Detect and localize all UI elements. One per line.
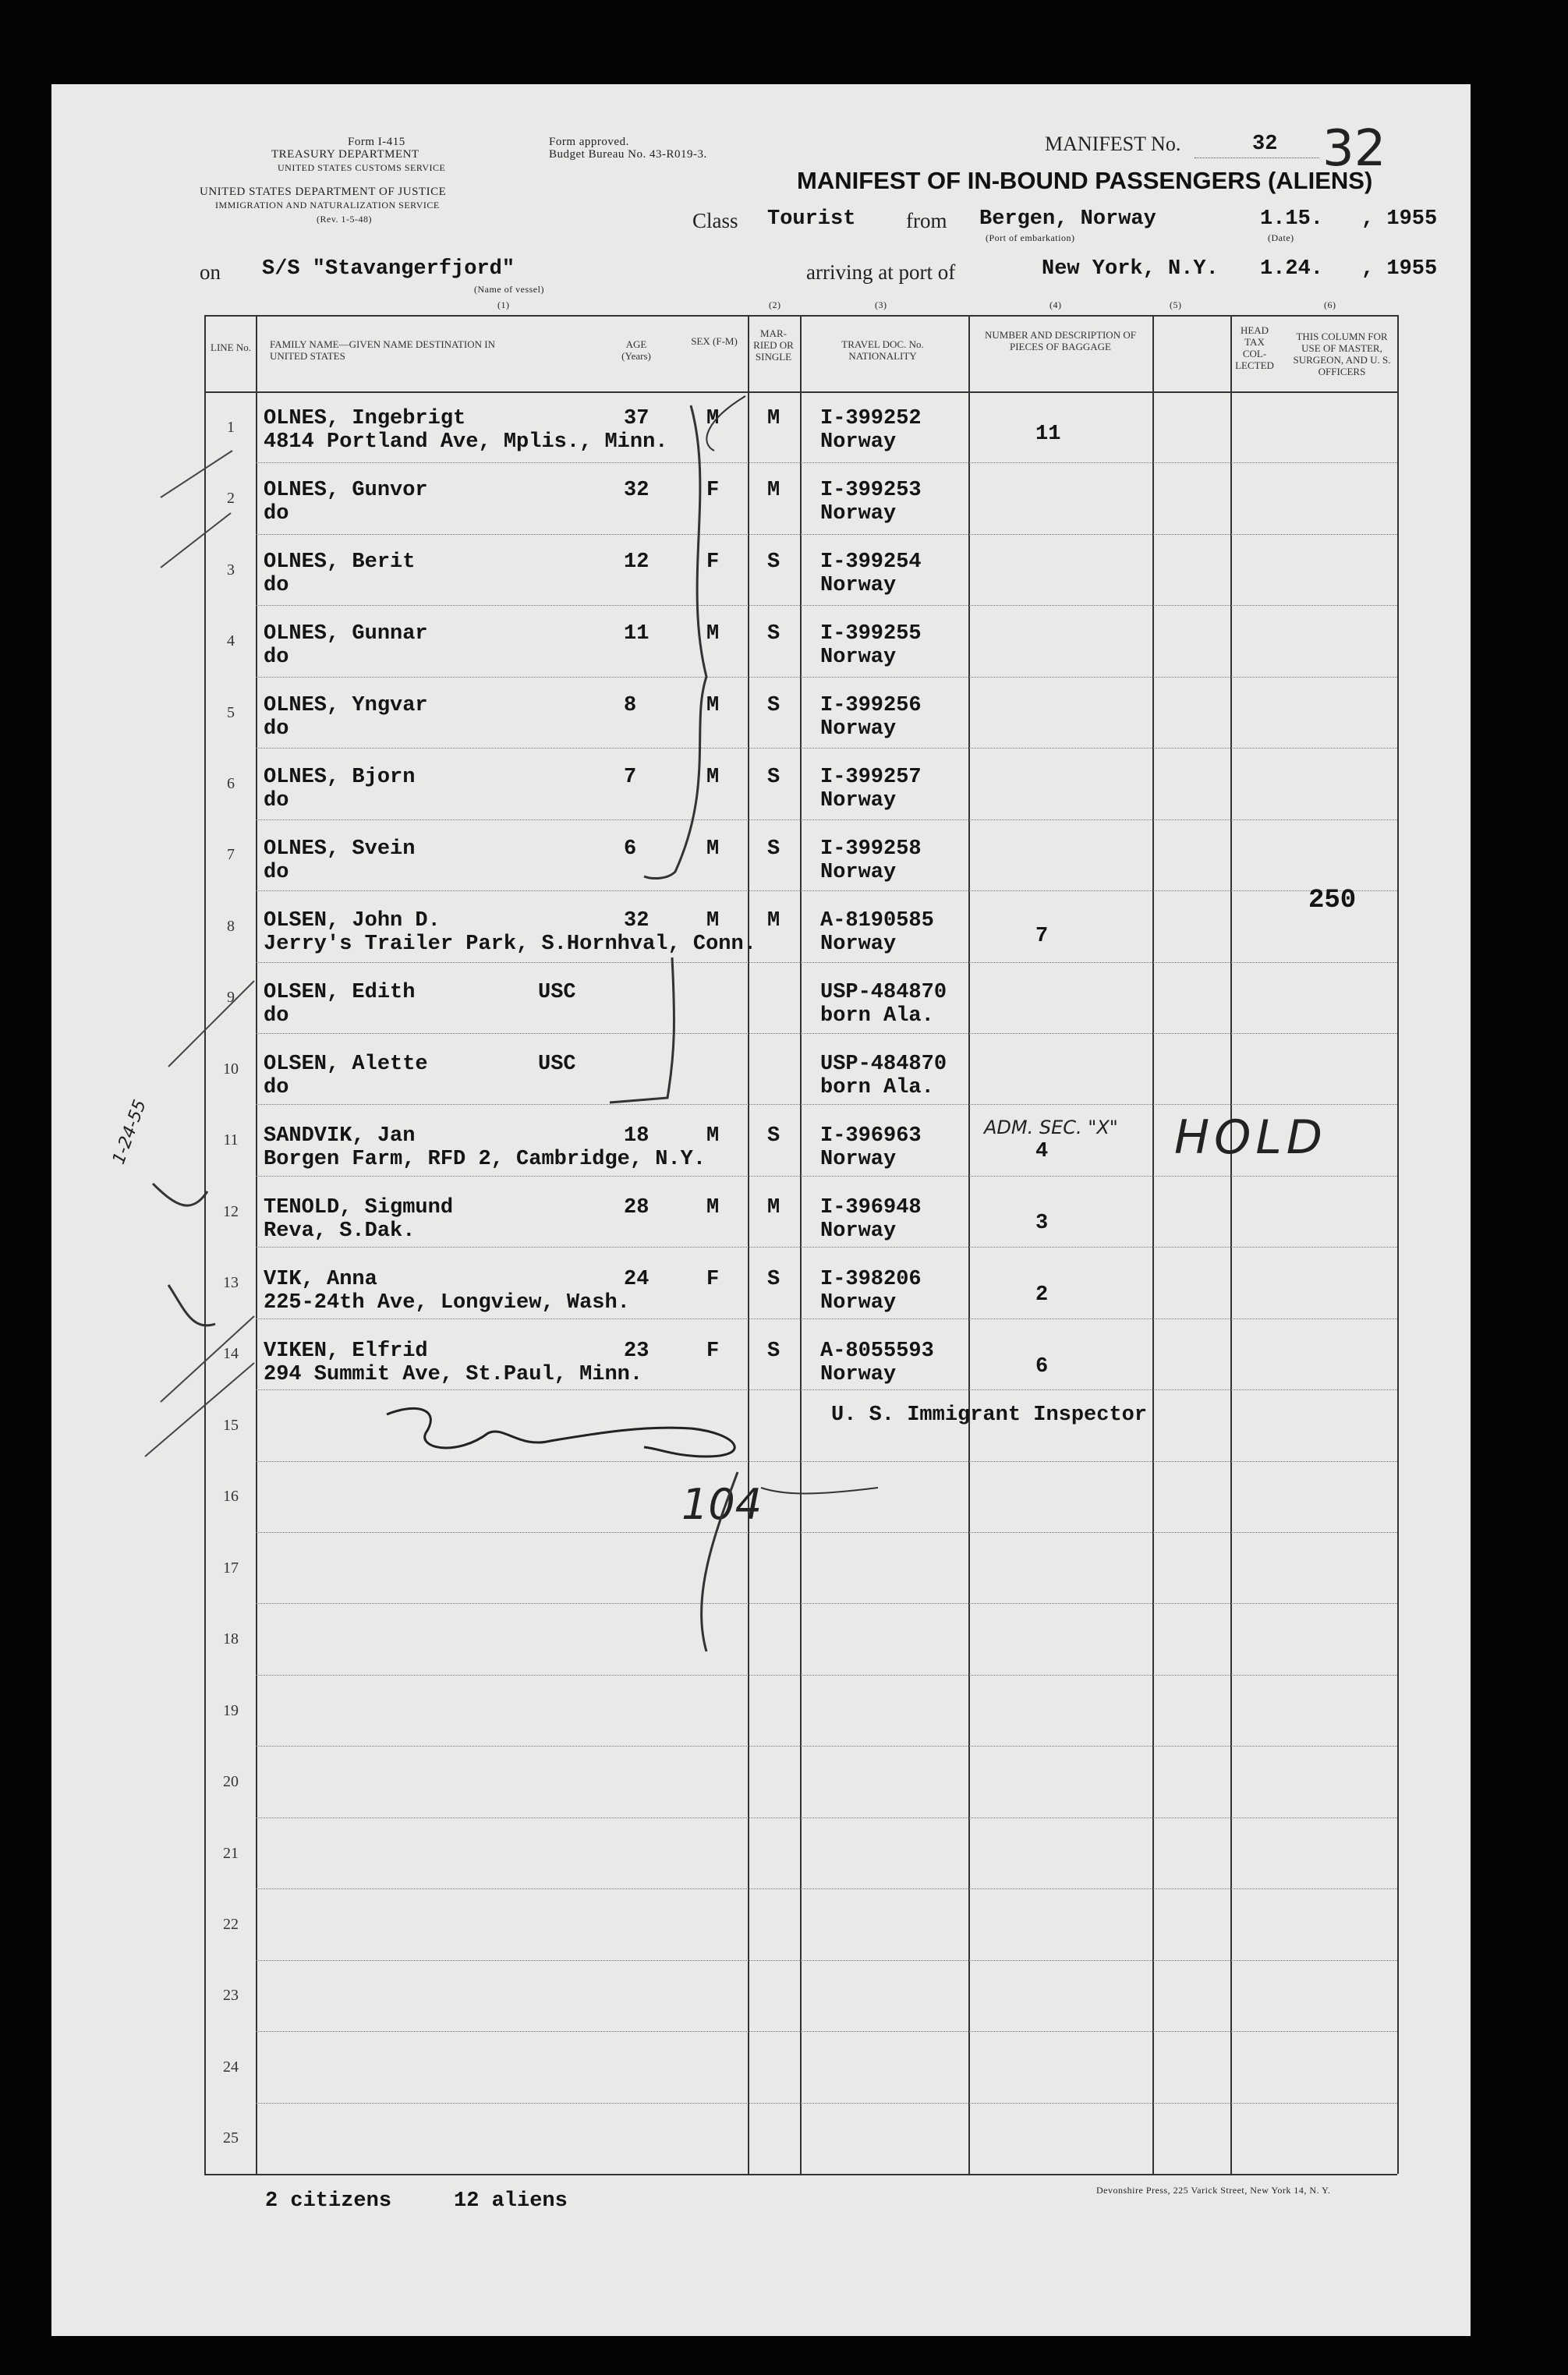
passenger-destination: do <box>264 1004 289 1028</box>
line-number: 16 <box>223 1488 239 1506</box>
passenger-destination: do <box>264 646 289 669</box>
passenger-name: VIKEN, Elfrid <box>264 1340 428 1363</box>
treasury-dept: TREASURY DEPARTMENT <box>271 148 419 161</box>
line-number: 2 <box>227 490 235 508</box>
travel-doc-number: A-8190585 <box>820 909 934 933</box>
on-label: on <box>200 260 221 284</box>
passenger-sex: M <box>706 837 720 861</box>
passenger-age: 28 <box>624 1196 649 1219</box>
marital-status: S <box>767 694 780 717</box>
line-number: 17 <box>223 1559 239 1577</box>
date-caption: (Date) <box>1268 232 1294 243</box>
line-number: 11 <box>223 1131 239 1149</box>
passenger-age: 7 <box>624 766 637 789</box>
hold-stamp: HOLD <box>1174 1110 1327 1165</box>
col-num-5: (5) <box>1170 299 1182 310</box>
marital-status: M <box>767 407 780 430</box>
nationality: Norway <box>820 574 897 597</box>
col-num-4: (4) <box>1049 299 1062 310</box>
passenger-destination: do <box>264 574 289 597</box>
travel-doc-number: USP-484870 <box>820 981 947 1004</box>
printer-credit: Devonshire Press, 225 Varick Street, New York 14, N. Y. <box>1096 2185 1331 2196</box>
passenger-sex: F <box>706 479 720 502</box>
col-num-2: (2) <box>769 299 781 310</box>
passenger-age: 12 <box>624 550 649 574</box>
passenger-age: 37 <box>624 407 649 430</box>
travel-doc-number: USP-484870 <box>820 1053 947 1076</box>
travel-doc-number: I-399258 <box>820 837 922 861</box>
class-label: Class <box>692 209 738 232</box>
ins-service: IMMIGRATION AND NATURALIZATION SERVICE <box>215 200 440 211</box>
baggage-count: 4 <box>1035 1140 1049 1163</box>
nationality: Norway <box>820 717 897 741</box>
nationality: Norway <box>820 1219 897 1243</box>
passenger-name: TENOLD, Sigmund <box>264 1196 454 1219</box>
passenger-name: OLNES, Bjorn <box>264 766 416 789</box>
line-number: 12 <box>223 1202 239 1220</box>
marital-status: M <box>767 909 780 933</box>
line-number: 9 <box>227 989 235 1007</box>
baggage-count: 2 <box>1035 1283 1049 1307</box>
citizen-flag: USC <box>538 1053 576 1076</box>
head-tax-fee: 250 <box>1308 886 1357 915</box>
nationality: Norway <box>820 430 897 454</box>
passenger-sex: M <box>706 694 720 717</box>
nationality: Norway <box>820 933 897 956</box>
form-number: Form I-415 <box>348 136 405 148</box>
line-number: 18 <box>223 1630 239 1648</box>
header-travel-doc: TRAVEL DOC. No. NATIONALITY <box>841 338 924 362</box>
passenger-sex: M <box>706 766 720 789</box>
passenger-age: 18 <box>624 1124 649 1148</box>
line-number: 23 <box>223 1987 239 2005</box>
passenger-destination: 225-24th Ave, Longview, Wash. <box>264 1291 630 1315</box>
manifest-title: MANIFEST OF IN-BOUND PASSENGERS (ALIENS) <box>797 167 1373 194</box>
passenger-name: VIK, Anna <box>264 1268 377 1291</box>
passenger-age: 8 <box>624 694 637 717</box>
passenger-name: SANDVIK, Jan <box>264 1124 416 1148</box>
tally-mark: 104 <box>681 1480 763 1529</box>
manifest-number-handwritten: 32 <box>1322 120 1386 178</box>
header-name: FAMILY NAME—GIVEN NAME DESTINATION IN UNITED STATES <box>270 338 496 362</box>
justice-dept: UNITED STATES DEPARTMENT OF JUSTICE <box>200 186 447 198</box>
depart-year: , 1955 <box>1361 207 1438 231</box>
line-number: 4 <box>227 632 235 650</box>
line-number: 8 <box>227 917 235 935</box>
line-number: 3 <box>227 561 235 579</box>
nationality: Norway <box>820 789 897 812</box>
passenger-sex: M <box>706 1196 720 1219</box>
col-num-3: (3) <box>875 299 887 310</box>
passenger-age: 24 <box>624 1268 649 1291</box>
manifest-number: 32 <box>1252 133 1278 156</box>
manifest-page <box>51 84 1471 2336</box>
passenger-destination: Jerry's Trailer Park, S.Hornhval, Conn. <box>264 933 756 956</box>
manifest-label: MANIFEST No. <box>1045 133 1181 155</box>
passenger-name: OLSEN, Edith <box>264 981 416 1004</box>
nationality: Norway <box>820 861 897 884</box>
passenger-age: 32 <box>624 479 649 502</box>
header-married: MAR-RIED OR SINGLE <box>753 327 794 363</box>
passenger-sex: M <box>706 407 720 430</box>
passenger-name: OLSEN, John D. <box>264 909 441 933</box>
budget-bureau: Budget Bureau No. 43-R019-3. <box>549 148 707 161</box>
passenger-name: OLNES, Gunnar <box>264 622 428 646</box>
line-number: 25 <box>223 2129 239 2147</box>
travel-doc-number: I-399257 <box>820 766 922 789</box>
col-num-1: (1) <box>497 299 510 310</box>
vessel-name: S/S "Stavangerfjord" <box>262 257 515 281</box>
passenger-destination: 4814 Portland Ave, Mplis., Minn. <box>264 430 668 454</box>
baggage-count: 7 <box>1035 925 1049 948</box>
passenger-age: 23 <box>624 1340 649 1363</box>
header-age: AGE (Years) <box>621 338 651 362</box>
travel-doc-number: I-399254 <box>820 550 922 574</box>
from-value: Bergen, Norway <box>979 207 1156 231</box>
arrival-port: New York, N.Y. <box>1042 257 1219 281</box>
line-number: 5 <box>227 703 235 721</box>
passenger-sex: F <box>706 1340 720 1363</box>
travel-doc-number: I-399252 <box>820 407 922 430</box>
passenger-age: 11 <box>624 622 649 646</box>
passenger-name: OLSEN, Alette <box>264 1053 428 1076</box>
baggage-count: 11 <box>1035 423 1061 446</box>
customs-service: UNITED STATES CUSTOMS SERVICE <box>278 162 446 173</box>
marital-status: S <box>767 837 780 861</box>
line-number: 7 <box>227 846 235 864</box>
nationality: Norway <box>820 646 897 669</box>
line-number: 14 <box>223 1345 239 1363</box>
marital-status: S <box>767 1268 780 1291</box>
passenger-sex: F <box>706 1268 720 1291</box>
passenger-destination: do <box>264 861 289 884</box>
handwritten-marks <box>51 84 1471 2336</box>
line-number: 24 <box>223 2058 239 2076</box>
passenger-sex: M <box>706 622 720 646</box>
marital-status: M <box>767 1196 780 1219</box>
marital-status: S <box>767 1340 780 1363</box>
passenger-destination: 294 Summit Ave, St.Paul, Minn. <box>264 1363 643 1386</box>
arrival-date: 1.24. <box>1260 257 1324 281</box>
col-num-6: (6) <box>1324 299 1336 310</box>
passenger-destination: Borgen Farm, RFD 2, Cambridge, N.Y. <box>264 1148 706 1171</box>
passenger-destination: Reva, S.Dak. <box>264 1219 416 1243</box>
baggage-count: 3 <box>1035 1212 1049 1235</box>
form-approved: Form approved. <box>549 136 629 148</box>
header-head-tax: HEAD TAX COL-LECTED <box>1235 324 1274 371</box>
marital-status: M <box>767 479 780 502</box>
marital-status: S <box>767 622 780 646</box>
nationality: Norway <box>820 1363 897 1386</box>
header-baggage: NUMBER AND DESCRIPTION OF PIECES OF BAGGAGE <box>985 329 1136 352</box>
header-sex: SEX (F-M) <box>691 335 738 347</box>
depart-date: 1.15. <box>1260 207 1324 231</box>
passenger-sex: F <box>706 550 720 574</box>
vessel-caption: (Name of vessel) <box>474 284 544 295</box>
passenger-age: 32 <box>624 909 649 933</box>
arriving-label: arriving at port of <box>806 260 956 284</box>
passenger-name: OLNES, Ingebrigt <box>264 407 466 430</box>
line-number: 1 <box>227 418 235 436</box>
travel-doc-number: I-398206 <box>820 1268 922 1291</box>
passenger-name: OLNES, Svein <box>264 837 416 861</box>
line-number: 10 <box>223 1060 239 1078</box>
citizens-count: 2 citizens <box>265 2189 392 2213</box>
aliens-count: 12 aliens <box>454 2189 568 2213</box>
arrival-year: , 1955 <box>1361 257 1438 281</box>
passenger-sex: M <box>706 909 720 933</box>
passenger-destination: do <box>264 789 289 812</box>
passenger-destination: do <box>264 1076 289 1099</box>
admission-note: ADM. SEC. "X" <box>984 1117 1118 1138</box>
travel-doc-number: I-399255 <box>820 622 922 646</box>
nationality: Norway <box>820 1148 897 1171</box>
marital-status: S <box>767 766 780 789</box>
class-value: Tourist <box>767 207 856 231</box>
nationality: born Ala. <box>820 1004 934 1028</box>
travel-doc-number: I-399253 <box>820 479 922 502</box>
header-officers: THIS COLUMN FOR USE OF MASTER, SURGEON, AND U. S. OFFICERS <box>1293 331 1391 377</box>
line-number: 6 <box>227 774 235 792</box>
line-number: 19 <box>223 1701 239 1719</box>
passenger-sex: M <box>706 1124 720 1148</box>
passenger-destination: do <box>264 502 289 526</box>
passenger-destination: do <box>264 717 289 741</box>
margin-date: 1-24-55 <box>109 1097 150 1167</box>
travel-doc-number: A-8055593 <box>820 1340 934 1363</box>
inspector-signature-line: U. S. Immigrant Inspector <box>831 1403 1148 1427</box>
from-label: from <box>906 209 947 232</box>
travel-doc-number: I-399256 <box>820 694 922 717</box>
revision: (Rev. 1-5-48) <box>317 214 373 225</box>
baggage-count: 6 <box>1035 1355 1049 1379</box>
travel-doc-number: I-396948 <box>820 1196 922 1219</box>
passenger-name: OLNES, Gunvor <box>264 479 428 502</box>
passenger-name: OLNES, Yngvar <box>264 694 428 717</box>
header-line-no: LINE No. <box>211 342 251 353</box>
line-number: 20 <box>223 1773 239 1791</box>
marital-status: S <box>767 550 780 574</box>
nationality: Norway <box>820 502 897 526</box>
nationality: Norway <box>820 1291 897 1315</box>
passenger-name: OLNES, Berit <box>264 550 416 574</box>
line-number: 22 <box>223 1915 239 1933</box>
line-number: 21 <box>223 1844 239 1862</box>
nationality: born Ala. <box>820 1076 934 1099</box>
citizen-flag: USC <box>538 981 576 1004</box>
travel-doc-number: I-396963 <box>820 1124 922 1148</box>
port-embarkation-caption: (Port of embarkation) <box>986 232 1075 243</box>
marital-status: S <box>767 1124 780 1148</box>
line-number: 15 <box>223 1416 239 1434</box>
line-number: 13 <box>223 1274 239 1292</box>
passenger-age: 6 <box>624 837 637 861</box>
